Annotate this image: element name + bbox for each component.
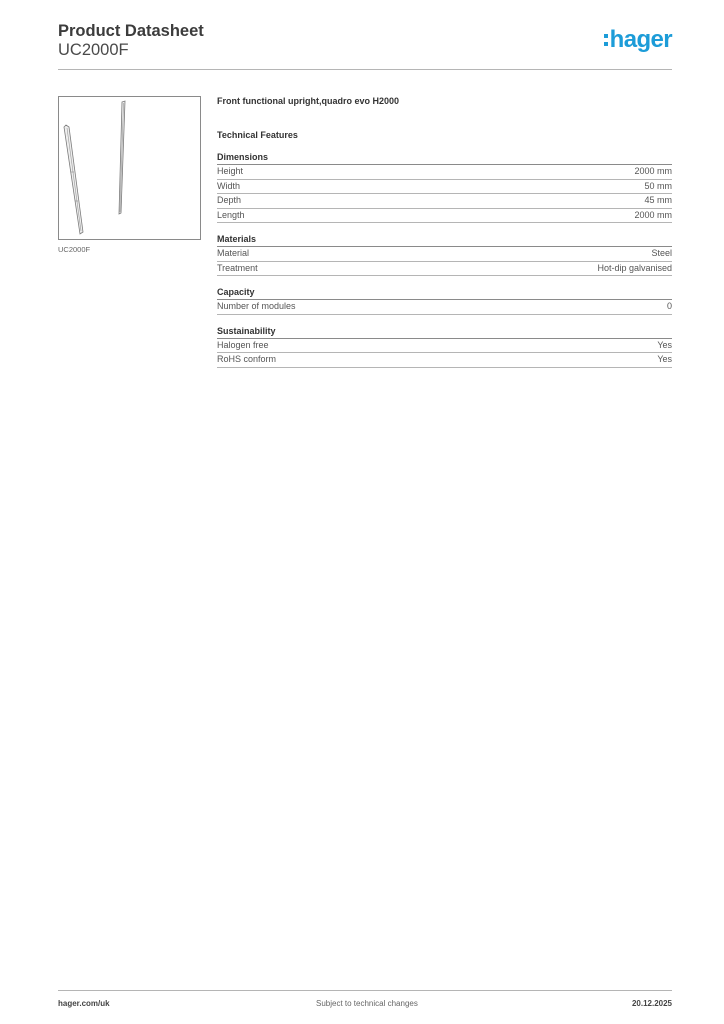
section-title: Materials <box>217 234 672 247</box>
spec-row-rohs <box>217 353 672 368</box>
spec-row-modules <box>217 300 672 315</box>
spec-row-depth <box>217 194 672 209</box>
spec-value: 2000 mm <box>634 166 672 176</box>
logo-text: hager <box>609 26 672 53</box>
spec-label: Length <box>217 209 245 220</box>
spec-value: Steel <box>651 248 672 258</box>
image-caption: UC2000F <box>58 245 91 254</box>
footer-website-link[interactable]: hager.com/uk <box>58 999 110 1008</box>
spec-value: Yes <box>657 339 672 350</box>
spec-label: Number of modules <box>217 301 296 311</box>
section-title: Dimensions <box>217 152 672 165</box>
section-materials <box>217 234 672 276</box>
page-header <box>58 22 672 70</box>
spec-label: Halogen free <box>217 339 269 350</box>
spec-row-halogen <box>217 339 672 354</box>
spec-label: Height <box>217 166 244 176</box>
spec-label: RoHS conform <box>217 354 277 364</box>
spec-row-treatment <box>217 262 672 277</box>
spec-value: Hot-dip galvanised <box>597 262 672 273</box>
spec-label: Width <box>217 180 241 191</box>
logo-dots-icon <box>604 34 608 46</box>
product-description: Front functional upright,quadro evo H2000 <box>217 96 400 106</box>
spec-label: Depth <box>217 195 242 205</box>
spec-row-length <box>217 209 672 224</box>
spec-value: 50 mm <box>644 180 672 191</box>
product-image <box>58 96 201 240</box>
spec-row-material <box>217 247 672 262</box>
page-footer <box>58 990 672 1014</box>
upright-profile-icon <box>59 97 200 239</box>
spec-value: Yes <box>657 354 672 364</box>
spec-label: Treatment <box>217 262 258 273</box>
section-title: Sustainability <box>217 326 672 339</box>
spec-label: Material <box>217 248 250 258</box>
hager-logo <box>604 26 672 54</box>
spec-content <box>217 96 672 368</box>
spec-row-width <box>217 180 672 195</box>
section-title: Capacity <box>217 287 672 300</box>
spec-value: 2000 mm <box>634 209 672 220</box>
document-title: Product Datasheet <box>58 22 204 40</box>
section-dimensions <box>217 152 672 223</box>
section-capacity <box>217 287 672 315</box>
footer-date: 20.12.2025 <box>631 999 672 1008</box>
technical-features-title: Technical Features <box>217 130 298 140</box>
spec-value: 45 mm <box>644 195 672 205</box>
product-code: UC2000F <box>58 41 129 59</box>
section-sustainability <box>217 326 672 368</box>
spec-value: 0 <box>666 301 672 311</box>
footer-notice: Subject to technical changes <box>316 999 418 1008</box>
spec-row-height <box>217 165 672 180</box>
